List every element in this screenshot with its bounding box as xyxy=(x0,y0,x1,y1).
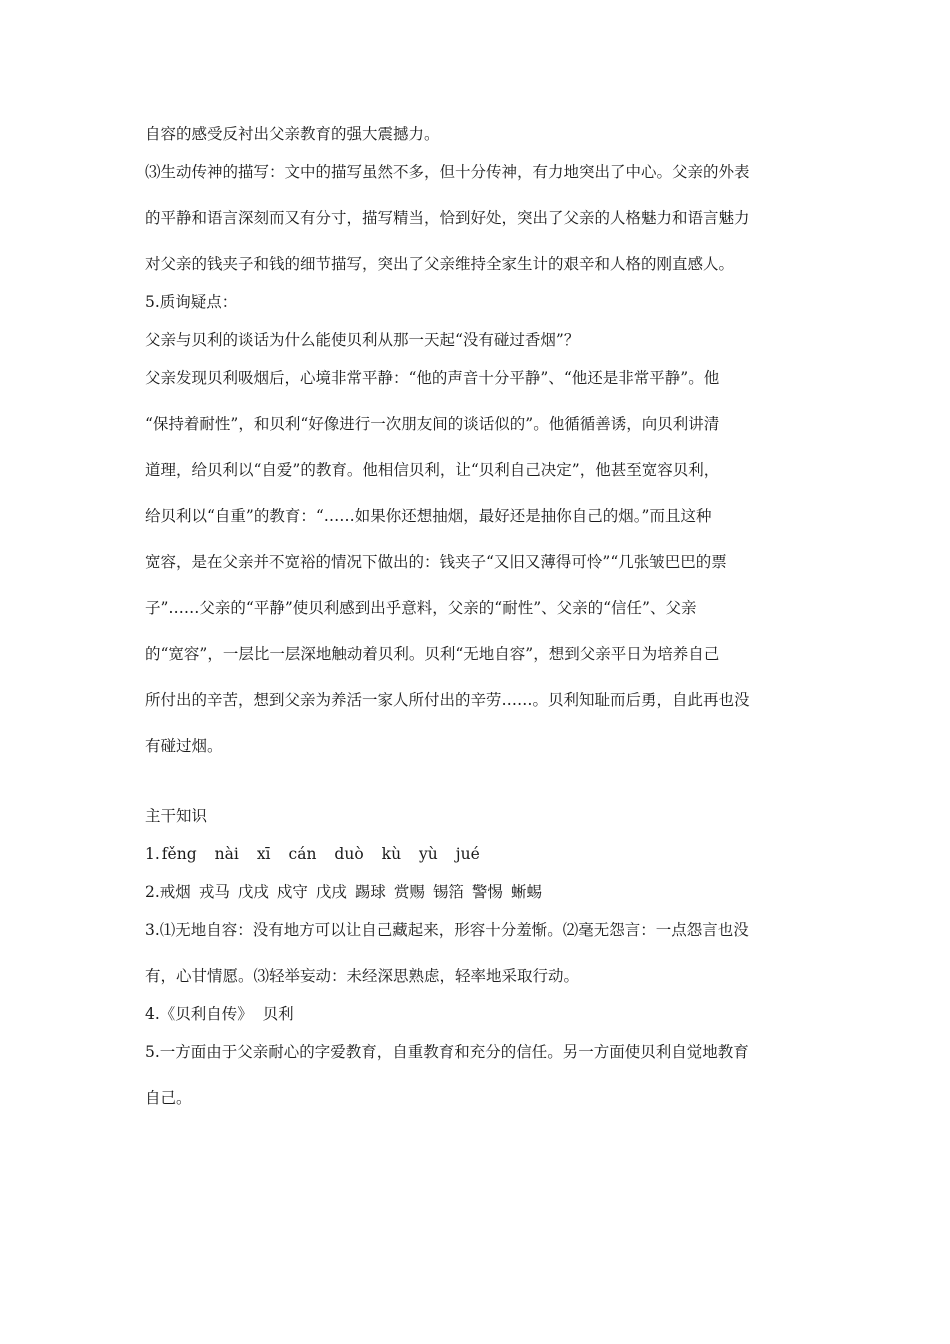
answer-2-prefix: 2. xyxy=(145,883,160,901)
section-title-main-knowledge: 主干知识 xyxy=(145,807,208,825)
paragraph-line: ⑶生动传神的描写：文中的描写虽然不多，但十分传神，有力地突出了中心。父亲的外表 xyxy=(145,163,750,181)
pinyin-item: duò xyxy=(334,845,364,863)
paragraph-line: 的“宽容”，一层比一层深地触动着贝利。贝利“无地自容”，想到父亲平日为培养自己 xyxy=(145,645,720,663)
answer-5-line: 5.一方面由于父亲耐心的字爱教育，自重教育和充分的信任。另一方面使贝利自觉地教育 xyxy=(145,1043,749,1061)
word-item: 踢球 xyxy=(354,883,386,901)
paragraph-line: 自容的感受反衬出父亲教育的强大震撼力。 xyxy=(145,125,440,143)
word-item: 戊戌 xyxy=(315,883,347,901)
paragraph-line: 宽容，是在父亲并不宽裕的情况下做出的：钱夹子“又旧又薄得可怜”“几张皱巴巴的票 xyxy=(145,553,727,571)
paragraph-line: 所付出的辛苦，想到父亲为养活一家人所付出的辛劳……。贝利知耻而后勇，自此再也没 xyxy=(145,691,750,709)
word-item: 戊戌 xyxy=(237,883,269,901)
answer-5-line: 自己。 xyxy=(145,1089,192,1107)
paragraph-line: 的平静和语言深刻而又有分寸，描写精当，恰到好处，突出了父亲的人格魅力和语言魅力 xyxy=(145,209,750,227)
paragraph-line: 给贝利以“自重”的教育：“……如果你还想抽烟，最好还是抽你自己的烟。”而且这种 xyxy=(145,507,712,525)
word-item: 警惕 xyxy=(471,883,503,901)
word-item: 赏赐 xyxy=(393,883,425,901)
question-line: 父亲与贝利的谈话为什么能使贝利从那一天起“没有碰过香烟”？ xyxy=(145,331,580,349)
pinyin-item: nài xyxy=(214,845,239,863)
answer-3-line: 3.⑴无地自容：没有地方可以让自己藏起来，形容十分羞惭。⑵毫无怨言：一点怨言也没 xyxy=(145,921,749,939)
paragraph-line: 子”……父亲的“平静”使贝利感到出乎意料，父亲的“耐性”、父亲的“信任”、父亲 xyxy=(145,599,697,617)
word-item: 锡箔 xyxy=(432,883,464,901)
pinyin-item: cán xyxy=(288,845,317,863)
answer-1-prefix: 1. xyxy=(145,845,160,863)
document-body xyxy=(145,124,840,1108)
word-item: 戍守 xyxy=(276,883,308,901)
word-item: 戎马 xyxy=(198,883,230,901)
pinyin-item: fěng xyxy=(161,845,197,863)
paragraph-line: “保持着耐性”，和贝利“好像进行一次朋友间的谈话似的”。他循循善诱，向贝利讲清 xyxy=(145,415,720,433)
paragraph-line: 对父亲的钱夹子和钱的细节描写，突出了父亲维持全家生计的艰辛和人格的刚直感人。 xyxy=(145,255,735,273)
paragraph-line: 道理，给贝利以“自爱”的教育。他相信贝利，让“贝利自己决定”，他甚至宽容贝利， xyxy=(145,461,720,479)
answer-2-characters xyxy=(145,882,840,902)
pinyin-item: jué xyxy=(455,845,480,863)
word-item: 蜥蜴 xyxy=(510,883,542,901)
answer-1-pinyin xyxy=(145,844,840,864)
pinyin-item: yù xyxy=(419,845,438,863)
pinyin-item: kù xyxy=(381,845,402,863)
section-heading-doubts: 5.质询疑点： xyxy=(145,293,238,311)
paragraph-line: 有碰过烟。 xyxy=(145,737,223,755)
paragraph-line: 父亲发现贝利吸烟后，心境非常平静：“他的声音十分平静”、“他还是非常平静”。他 xyxy=(145,369,720,387)
answer-3-line: 有，心甘情愿。⑶轻举妄动：未经深思熟虑，轻率地采取行动。 xyxy=(145,967,580,985)
pinyin-item: xī xyxy=(256,845,271,863)
answer-4-line: 4.《贝利自传》 贝利 xyxy=(145,1005,294,1023)
word-item: 戒烟 xyxy=(159,883,191,901)
